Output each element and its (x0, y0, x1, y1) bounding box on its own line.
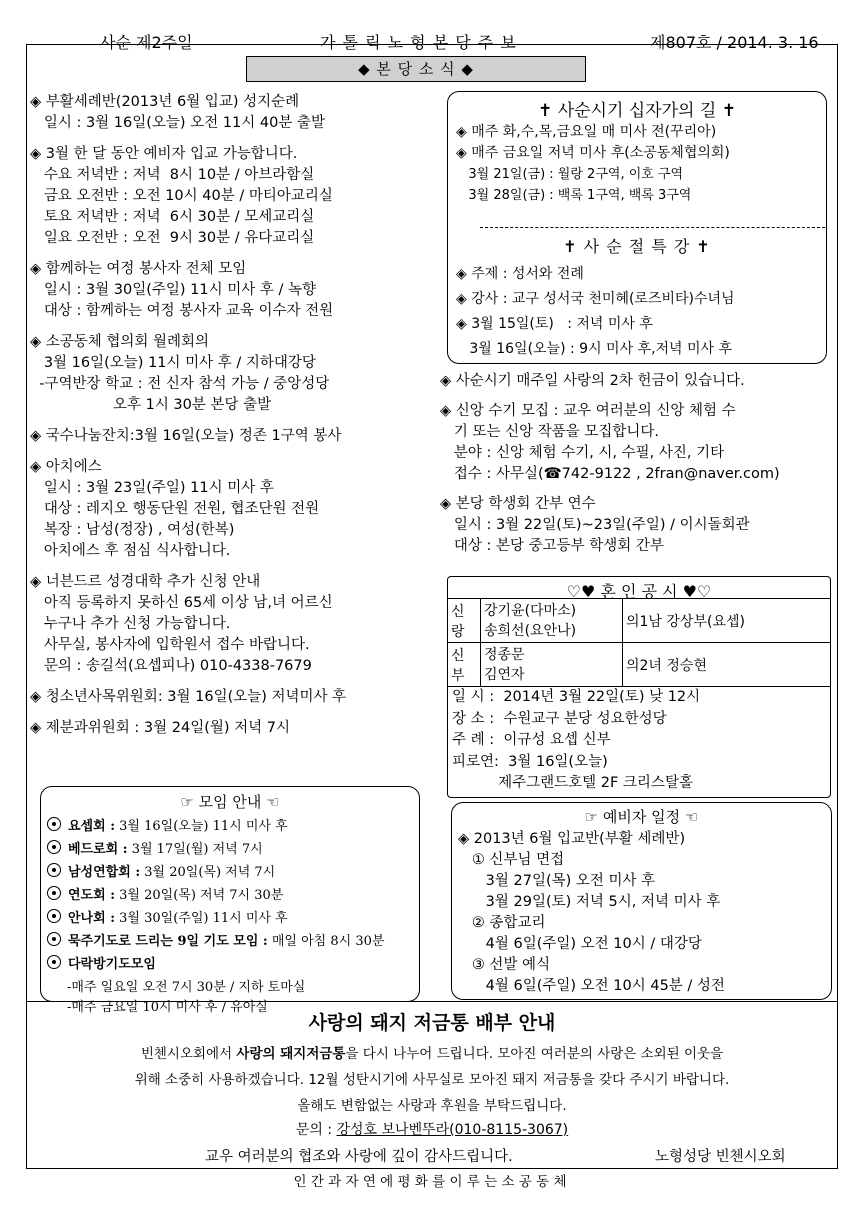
news-item-line: 오후 1시 30분 본당 출발 (30, 397, 272, 413)
catechumen-line: ◈ 2013년 6월 입교반(부활 세례반) (458, 831, 686, 847)
moim-name: 남성연합회 : (68, 865, 141, 880)
moim-title: ☞ 모임 안내 ☜ (180, 793, 280, 811)
header-sunday: 사순 제2주일 (100, 33, 193, 52)
catechumen-line: ① 신부님 면접 (458, 852, 565, 868)
catechumen-line: 4월 6일(주일) 오전 10시 / 대강당 (458, 936, 702, 952)
circle-dot-icon (47, 817, 61, 831)
wedding-detail: 주 례 : 이규성 요셉 신부 (452, 732, 611, 748)
special-title: ✝ 사 순 절 특 강 ✝ (563, 237, 711, 256)
news-item-title: ◈ 너븐드르 성경대학 추가 신청 안내 (30, 574, 261, 590)
piggy-line1 (27, 1042, 837, 1062)
news-item-line: 3월 16일(오늘) 11시 미사 후 / 지하대강당 (30, 355, 316, 371)
moim-item (47, 861, 384, 884)
lent-line: ◈ 매주 금요일 저녁 미사 후(소공동체협의회) (456, 145, 730, 161)
news-item-line: 일시 : 3월 16일(오늘) 오전 11시 40분 출발 (30, 115, 325, 131)
news-item-title: ◈ 소공동체 협의회 월례회의 (30, 334, 210, 350)
footer-motto: 인 간 과 자 연 에 평 화 를 이 루 는 소 공 동 체 (293, 1174, 567, 1190)
piggy-org: 노형성당 빈첸시오회 (655, 1149, 786, 1165)
circle-dot-icon (47, 955, 61, 969)
news-item-line: 누구나 추가 신청 가능합니다. (30, 616, 231, 632)
wedding-detail: 피로연: 3월 16일(오늘) (452, 753, 608, 770)
news-item-line: 일시 : 3월 23일(주일) 11시 미사 후 (30, 480, 274, 496)
groom-name: 의1남 강상부(요셉) (623, 599, 831, 643)
circle-dot-icon (47, 932, 61, 946)
piggy-title: 사랑의 돼지 저금통 배부 안내 (308, 1012, 556, 1034)
news-item-title: ◈ 사순시기 매주일 사랑의 2차 헌금이 있습니다. (440, 373, 745, 389)
moim-sub-line: -매주 금요일 10시 미사 후 / 유아실 (67, 1000, 268, 1015)
wedding-table (447, 598, 831, 687)
news-item-title: ◈ 아치에스 (30, 459, 102, 475)
catechumen-line: 3월 27일(목) 오전 미사 후 (458, 873, 656, 889)
news-item-title: ◈ 함께하는 여정 봉사자 전체 모임 (30, 261, 247, 277)
news-item-title: ◈ 본당 학생회 간부 연수 (440, 496, 596, 512)
moim-time: 매일 아침 8시 30분 (267, 934, 385, 949)
lent-line: 3월 21일(금) : 월랑 2구역, 이호 구역 (456, 167, 684, 182)
right-news (440, 371, 780, 557)
news-item-line: 접수 : 사무실(☎742-9122 , 2fran@naver.com) (440, 466, 780, 482)
wedding-title: ♡♥ 혼 인 공 시 ♥♡ (566, 582, 712, 601)
wedding-detail: 제주그랜드호텔 2F 크리스탈홀 (452, 775, 693, 791)
moim-item (47, 838, 384, 861)
wedding-detail: 일 시 : 2014년 3월 22일(토) 낮 12시 (452, 689, 701, 705)
catechumen-line: 4월 6일(주일) 오전 10시 45분 / 성전 (458, 978, 725, 994)
catechumen-line: 3월 29일(토) 저녁 5시, 저녁 미사 후 (458, 894, 721, 910)
moim-item (47, 907, 384, 930)
news-item-line: 문의 : 송길석(요셉피나) 010-4338-7679 (30, 658, 312, 674)
bride-label: 신부 (448, 643, 481, 687)
news-item-line: 일요 오전반 : 오전 9시 30분 / 유다교리실 (30, 230, 315, 246)
moim-item (47, 815, 384, 838)
moim-name: 요셉회 : (68, 819, 115, 834)
news-item-title: ◈ 국수나눔잔치:3월 16일(오늘) 정존 1구역 봉사 (30, 428, 342, 444)
news-item-line: 금요 오전반 : 오전 10시 40분 / 마티아교리실 (30, 188, 333, 204)
moim-item (47, 953, 384, 976)
news-item-title: ◈ 3월 한 달 동안 예비자 입교 가능합니다. (30, 146, 298, 162)
moim-items (47, 815, 384, 1016)
header-issue: 제807호 / 2014. 3. 16 (650, 33, 819, 52)
bride-name: 의2녀 정승현 (623, 643, 831, 687)
wedding-details (452, 687, 700, 795)
news-item-line: 아치에스 후 점심 식사합니다. (30, 543, 231, 559)
lent-title: ✝ 사순시기 십자가의 길 ✝ (538, 101, 736, 121)
wedding-detail: 장 소 : 수원교구 분당 성요한성당 (452, 710, 667, 727)
moim-time: 3월 20일(목) 저녁 7시 30분 (115, 888, 284, 903)
moim-name: 연도회 : (68, 888, 115, 903)
moim-name: 묵주기도로 드리는 9일 기도 모임 : (68, 934, 268, 949)
catechumen-line: ② 종합교리 (458, 915, 546, 931)
special-line: 3월 16일(오늘) : 9시 미사 후,저녁 미사 후 (456, 341, 733, 357)
circle-dot-icon (47, 886, 61, 900)
header-title: 가 톨 릭 노 형 본 당 주 보 (320, 33, 517, 52)
groom-label: 신랑 (448, 599, 481, 643)
news-item-line: -구역반장 학교 : 전 신자 참석 가능 / 중앙성당 (30, 376, 330, 392)
lent-lines (456, 122, 730, 206)
catechumen-line: ③ 선발 예식 (458, 957, 551, 973)
news-item-line: 아직 등록하지 못하신 65세 이상 남,녀 어르신 (30, 595, 333, 611)
moim-box (40, 786, 420, 1015)
piggy-l1a: 빈첸시오회에서 (140, 1046, 237, 1062)
piggy-l1c: 을 다시 나누어 드립니다. 모아진 여러분의 사랑은 소외된 이웃을 (345, 1046, 724, 1062)
news-item-title: ◈ 신앙 수기 모집 : 교우 여러분의 신앙 체험 수 (440, 403, 736, 419)
news-item-line: 일시 : 3월 22일(토)~23일(주일) / 이시돌회관 (440, 517, 750, 533)
catechumen-box (451, 802, 832, 1000)
news-item-line: 대상 : 레지오 행동단원 전원, 협조단원 전원 (30, 501, 320, 517)
news-item-line: 기 또는 신앙 작품을 모집합니다. (440, 424, 659, 440)
moim-time: 3월 17일(월) 저녁 7시 (127, 842, 263, 857)
piggy-section (26, 1001, 838, 1169)
news-item-title: ◈ 부활세례반(2013년 6월 입교) 성지순례 (30, 94, 300, 110)
contact-name: 강성호 보나벤뚜라(010-8115-3067) (336, 1122, 569, 1138)
news-item-line: 분야 : 신앙 체험 수기, 시, 수필, 사진, 기타 (440, 445, 725, 461)
circle-dot-icon (47, 840, 61, 854)
circle-dot-icon (47, 909, 61, 923)
moim-name: 다락방기도모임 (68, 957, 156, 972)
moim-name: 베드로회 : (68, 842, 128, 857)
divider (480, 227, 825, 228)
moim-time: 3월 16일(오늘) 11시 미사 후 (115, 819, 288, 834)
special-line: ◈ 3월 15일(토) : 저녁 미사 후 (456, 316, 653, 332)
piggy-thanks: 교우 여러분의 협조와 사랑에 깊이 감사드립니다. (205, 1149, 513, 1165)
circle-dot-icon (47, 863, 61, 877)
parish-news (30, 92, 346, 739)
moim-time: 3월 30일(주일) 11시 미사 후 (115, 911, 288, 926)
news-item-line: 일시 : 3월 30일(주일) 11시 미사 후 / 녹향 (30, 282, 316, 298)
news-item-line: 복장 : 남성(정장) , 여성(한복) (30, 522, 235, 538)
piggy-line3: 올해도 변함없는 사랑과 후원을 부탁드립니다. (297, 1098, 567, 1114)
piggy-line2: 위해 소중히 사용하겠습니다. 12월 성탄시기에 사무실로 모아진 돼지 저금통을 갖다 주시기 바랍니다. (134, 1072, 730, 1088)
news-item-line: 사무실, 봉사자에 입학원서 접수 바랍니다. (30, 637, 310, 653)
piggy-l1b: 사랑의 돼지저금통 (236, 1046, 346, 1062)
moim-name: 안나회 : (68, 911, 115, 926)
moim-time: 3월 20일(목) 저녁 7시 (140, 865, 276, 880)
moim-sub-line: -매주 일요일 오전 7시 30분 / 지하 토마실 (67, 980, 306, 995)
moim-item (47, 930, 384, 953)
catechumen-title: ☞ 예비자 일정 ☜ (584, 808, 699, 826)
piggy-contact (27, 1119, 837, 1139)
news-item-line: 수요 저녁반 : 저녁 8시 10분 / 아브라함실 (30, 167, 315, 183)
news-item-title: ◈ 제분과위원회 : 3월 24일(월) 저녁 7시 (30, 720, 290, 736)
news-item-line: 대상 : 함께하는 여정 봉사자 교육 이수자 전원 (30, 303, 334, 319)
news-item-line: 토요 저녁반 : 저녁 6시 30분 / 모세교리실 (30, 209, 315, 225)
groom-parents: 강기윤(다마소) 송희선(요안나) (481, 599, 623, 643)
special-line: ◈ 주제 : 성서와 전례 (456, 266, 584, 282)
news-item-line: 대상 : 본당 중고등부 학생회 간부 (440, 538, 664, 554)
lent-line: ◈ 매주 화,수,목,금요일 매 미사 전(꾸리아) (456, 124, 717, 140)
special-line: ◈ 강사 : 교구 성서국 천미혜(로즈비타)수녀님 (456, 291, 735, 307)
moim-item (47, 884, 384, 907)
bride-parents: 정종문 김연자 (481, 643, 623, 687)
news-banner: ◆ 본 당 소 식 ◆ (246, 56, 586, 82)
catechumen-lines (458, 829, 725, 997)
news-item-title: ◈ 청소년사목위원회: 3월 16일(오늘) 저녁미사 후 (30, 689, 347, 705)
lent-line: 3월 28일(금) : 백록 1구역, 백록 3구역 (456, 188, 692, 203)
contact-label: 문의 : (295, 1122, 337, 1138)
special-lines (456, 262, 735, 362)
